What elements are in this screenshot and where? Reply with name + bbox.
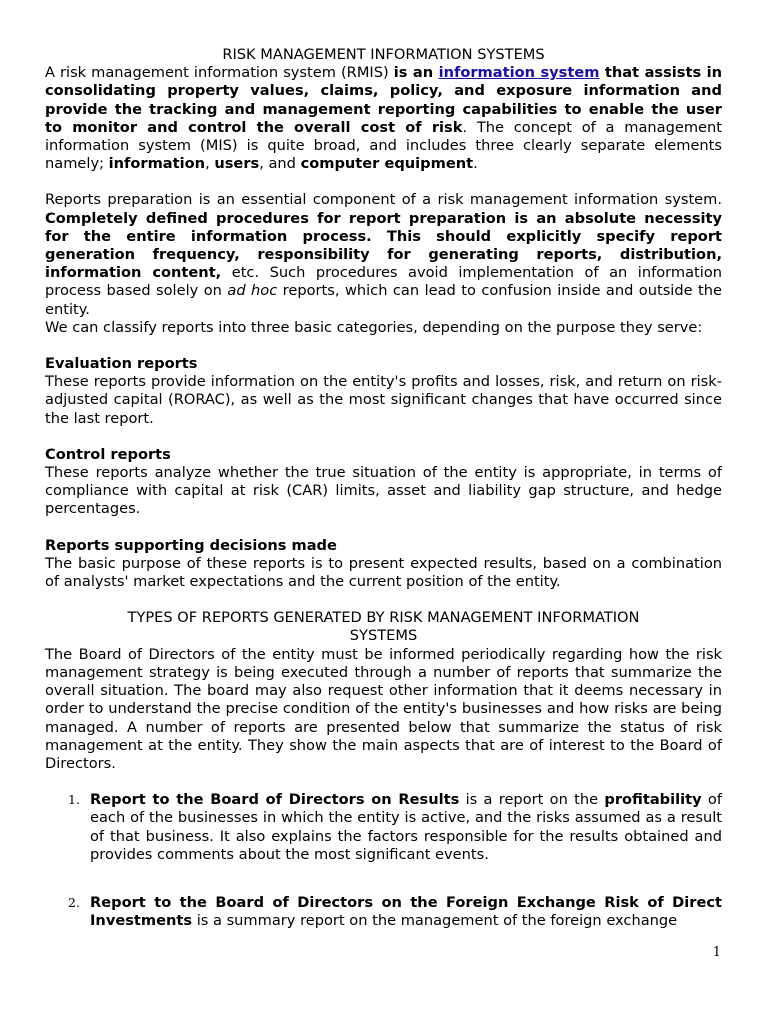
- spacer: [45, 428, 722, 446]
- classify-paragraph: We can classify reports into three basic categories, depending on the purpose they serve:: [45, 318, 703, 336]
- intro-text-1: A risk management information system (RMIS): [45, 64, 394, 82]
- list-item-text: of each of the businesses in which the entity is active, and the risks assumed as a result of that business. It also explains the factors responsible for the results obtained and provides comments about the most significant events.: [90, 791, 723, 863]
- list-item: [45, 894, 722, 930]
- section-heading-control: Control reports: [45, 445, 171, 463]
- intro-text-5: .: [473, 155, 478, 173]
- section-heading-decisions: Reports supporting decisions made: [45, 536, 337, 554]
- spacer: [45, 773, 722, 791]
- spacer: [45, 519, 722, 537]
- intro-text-3: ,: [205, 155, 215, 173]
- information-system-link[interactable]: information system: [438, 64, 600, 82]
- reports-text-2: etc. Such procedures avoid implementation of an information process based solely on: [45, 264, 723, 300]
- list-item-gap: [45, 864, 722, 894]
- reports-bold-1: Completely defined procedures for report preparation is an absolute necessity for the entire information process. This should explicitly specify report generation frequency, responsibility for generating reports, distribution, information content,: [45, 209, 722, 282]
- section-body-evaluation: These reports provide information on the entity's profits and losses, risk, and return on risk-adjusted capital (RORAC), as well as the most significant changes that have occurred since the last report.: [45, 373, 722, 427]
- spacer: [45, 337, 722, 355]
- list-number: 2.: [68, 894, 80, 910]
- list-item-bold: Report to the Board of Directors on the Foreign Exchange Risk of Direct Investments: [90, 893, 722, 930]
- reports-text-3: reports, which can lead to confusion inside and outside the entity.: [45, 282, 722, 318]
- list-item-bold: Report to the Board of Directors on Results: [90, 791, 460, 809]
- reports-text-1: Reports preparation is an essential component of a risk management information system.: [45, 191, 722, 209]
- page-number: 1: [712, 945, 721, 960]
- reports-list: [45, 791, 722, 930]
- list-number: 1.: [68, 792, 80, 808]
- spacer: [45, 173, 722, 191]
- intro-bold-1: is an: [393, 64, 439, 82]
- list-item-text: is a summary report on the management of the foreign exchange: [192, 912, 678, 930]
- document-page: [45, 46, 722, 930]
- intro-bold-computer-equipment: computer equipment: [300, 155, 474, 173]
- section-heading-evaluation: Evaluation reports: [45, 355, 198, 373]
- intro-bold-information: information: [108, 155, 206, 173]
- list-item: [45, 791, 722, 864]
- types-title-line-2: SYSTEMS: [349, 627, 418, 645]
- intro-text-4: , and: [259, 155, 301, 173]
- intro-text-2: . The concept of a management information system (MIS) is quite broad, and includes three clearly separate elements namely;: [45, 118, 722, 173]
- list-item-text: is a report on the: [459, 791, 605, 809]
- spacer: [45, 591, 722, 609]
- reports-italic-ad-hoc: ad hoc: [227, 282, 278, 300]
- list-item-bold-profitability: profitability: [604, 791, 702, 809]
- types-title-line-1: TYPES OF REPORTS GENERATED BY RISK MANAGEMENT INFORMATION: [127, 609, 640, 627]
- intro-bold-users: users: [214, 155, 260, 173]
- section-body-decisions: The basic purpose of these reports is to present expected results, based on a combination of analysts' market expectations and the current position of the entity.: [45, 554, 722, 591]
- intro-paragraph: [45, 64, 722, 173]
- section-body-control: These reports analyze whether the true situation of the entity is appropriate, in terms of compliance with capital at risk (CAR) limits, asset and liability gap structure, and hedge percentages.: [45, 464, 722, 518]
- reports-paragraph: [45, 191, 722, 318]
- document-title: RISK MANAGEMENT INFORMATION SYSTEMS: [222, 46, 545, 63]
- intro-bold-2: that assists in consolidating property values, claims, policy, and exposure information and provide the tracking and management reporting capabilities to enable the user to monitor and control the overall cost of risk: [45, 64, 723, 136]
- board-paragraph: The Board of Directors of the entity must be informed periodically regarding how the risk management strategy is being executed through a number of reports that summarize the overall situation. The board may also request other information that it deems necessary in order to understand the precise condition of the entity's businesses and how risks are being managed. A number of reports are presented below that summarize the status of risk management at the entity. They show the main aspects that are of interest to the Board of Directors.: [45, 645, 722, 772]
